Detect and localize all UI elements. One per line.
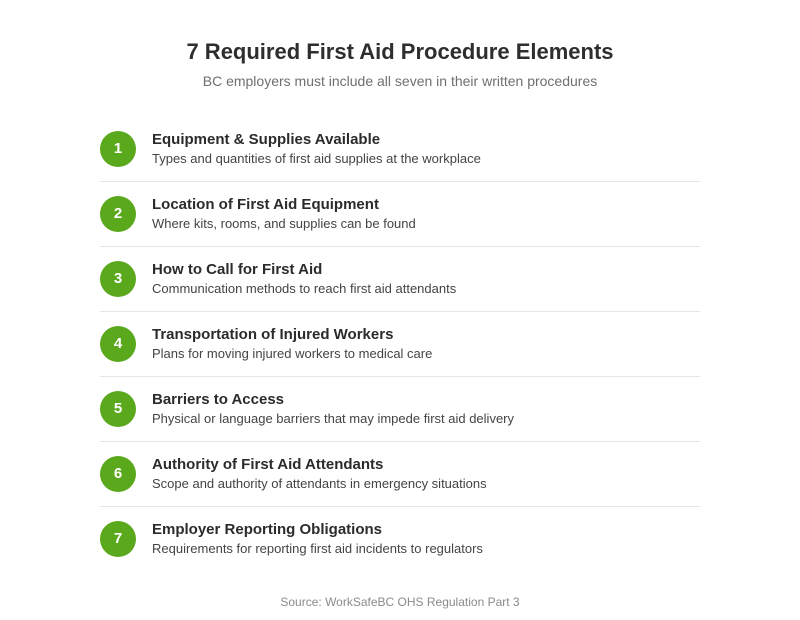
item-description: Communication methods to reach first aid attendants — [152, 281, 457, 296]
list-item — [100, 507, 700, 571]
item-description: Scope and authority of attendants in emergency situations — [152, 476, 487, 491]
procedure-elements-list — [100, 117, 700, 571]
number-badge: 6 — [100, 456, 136, 492]
item-title: Barriers to Access — [152, 391, 285, 408]
list-item — [100, 377, 700, 442]
item-description: Requirements for reporting first aid incidents to regulators — [152, 541, 483, 556]
list-item — [100, 182, 700, 247]
number-badge: 4 — [100, 326, 136, 362]
list-item — [100, 117, 700, 182]
item-title: How to Call for First Aid — [152, 261, 323, 278]
item-title: Location of First Aid Equipment — [152, 196, 379, 213]
number-badge: 7 — [100, 521, 136, 557]
item-title: Employer Reporting Obligations — [152, 521, 383, 538]
item-title: Equipment & Supplies Available — [152, 131, 381, 148]
number-badge: 2 — [100, 196, 136, 232]
number-badge: 1 — [100, 131, 136, 167]
page-title: 7 Required First Aid Procedure Elements — [186, 39, 614, 64]
number-badge: 3 — [100, 261, 136, 297]
number-badge: 5 — [100, 391, 136, 427]
page-subtitle: BC employers must include all seven in their written procedures — [202, 73, 598, 89]
list-item — [100, 312, 700, 377]
source-note: Source: WorkSafeBC OHS Regulation Part 3 — [280, 595, 520, 609]
item-title: Transportation of Injured Workers — [152, 326, 394, 343]
item-title: Authority of First Aid Attendants — [152, 456, 384, 473]
list-item — [100, 442, 700, 507]
list-item — [100, 247, 700, 312]
item-description: Where kits, rooms, and supplies can be found — [152, 216, 416, 231]
item-description: Plans for moving injured workers to medical care — [152, 346, 433, 361]
item-description: Types and quantities of first aid supplies at the workplace — [152, 151, 481, 166]
item-description: Physical or language barriers that may impede first aid delivery — [152, 411, 515, 426]
